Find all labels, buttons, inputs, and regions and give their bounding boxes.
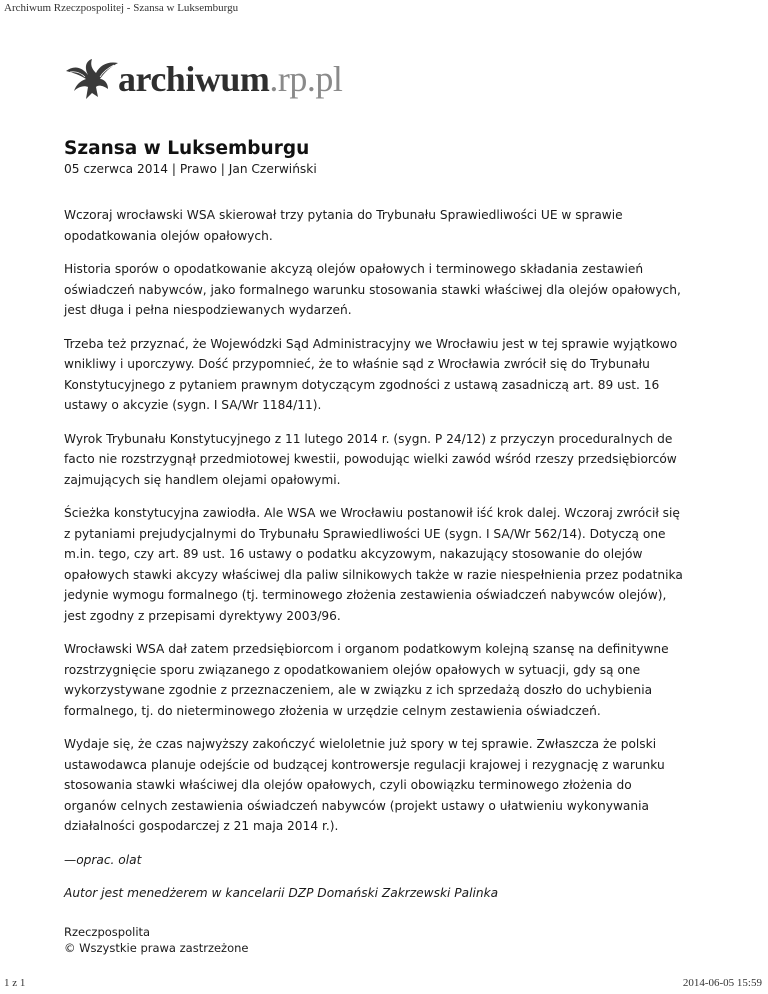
article-paragraph: Wydaje się, że czas najwyższy zakończyć wieloletnie już spory w tej sprawie. Zwłaszcza że polski ustawodawca planuje odejście od budzącej kontrowersje regulacji krajowej i rezygnację z warunku stosowania stawki właściwej dla olejów opałowych, czyli obowiązku terminowego złożenia do organów celnych zestawienia oświadczeń nabywców (projekt ustawy o ułatwieniu wykonywania działalności gospodarczej z 21 maja 2014 r.). [64, 737, 665, 833]
article-meta: 05 czerwca 2014 | Prawo | Jan Czerwiński [64, 162, 317, 176]
print-header-title: Archiwum Rzeczpospolitej - Szansa w Luksemburgu [4, 2, 239, 14]
article [64, 138, 684, 956]
copyright-notice: © Wszystkie prawa zastrzeżone [64, 940, 249, 955]
print-timestamp: 2014-06-05 15:59 [682, 977, 762, 989]
article-paragraph: Wyrok Trybunału Konstytucyjnego z 11 lutego 2014 r. (sygn. P 24/12) z przyczyn proceduralnych de facto nie rozstrzygnął przedmiotowej kwestii, powodując wielki zawód wśród rzeszy przedsiębiorców zajmujących się handlem olejami opałowymi. [64, 431, 677, 487]
eagle-icon [64, 57, 120, 101]
logo-text-main: archiwum [118, 59, 270, 99]
article-paragraph: Wrocławski WSA dał zatem przedsiębiorcom i organom podatkowym kolejną szansę na definitywne rozstrzygnięcie sporu związanego z opodatkowaniem olejów opałowych w sytuacji, gdy są one wykorzystywane zgodnie z przeznaczeniem, ale w związku z ich sprzedażą doszło do uchybienia formalnego, tj. do nieterminowego złożenia w urzędzie celnym zestawienia oświadczeń. [64, 642, 669, 718]
author-note: Autor jest menedżerem w kancelarii DZP Domański Zakrzewski Palinka [64, 886, 499, 900]
article-signature: —oprac. olat [64, 852, 142, 867]
logo-wordmark [118, 61, 342, 97]
article-title: Szansa w Luksemburgu [64, 138, 310, 159]
print-page-counter: 1 z 1 [4, 977, 26, 989]
logo-text-domain: .rp.pl [269, 59, 343, 99]
article-paragraph: Ścieżka konstytucyjna zawiodła. Ale WSA we Wrocławiu postanowił iść krok dalej. Wczoraj zwrócił się z pytaniami prejudycjalnymi do Trybunału Sprawiedliwości UE (sygn. I SA/Wr 562/14). Dotyczą one m.in. tego, czy art. 89 ust. 16 ustawy o podatku akcyzowym, nakazujący stosowanie do olejów opałowych stawki akcyzy właściwej dla paliw silnikowych także w razie niespełnienia przez podatnika jedynie wymogu formalnego (tj. terminowego złożenia zestawienia oświadczeń nabywców olejów), jest zgodny z przepisami dyrektywy 2003/96. [64, 506, 683, 623]
article-paragraph: Trzeba też przyznać, że Wojewódzki Sąd Administracyjny we Wrocławiu jest w tej sprawie wyjątkowo wnikliwy i uporczywy. Dość przypomnieć, że to właśnie sąd z Wrocławia zwrócił się do Trybunału Konstytucyjnego z pytaniem prawnym dotyczącym zgodności z ustawą zasadniczą art. 89 ust. 16 ustawy o akcyzie (sygn. I SA/Wr 1184/11). [64, 336, 678, 412]
site-logo[interactable] [64, 56, 344, 102]
article-footer [64, 924, 684, 956]
article-body [64, 205, 684, 904]
article-paragraph: Historia sporów o opodatkowanie akcyzą olejów opałowych i terminowego składania zestawień oświadczeń nabywców, jako formalnego warunku stosowania stawki właściwej dla olejów opałowych, jest długa i pełna niespodziewanych wydarzeń. [64, 262, 681, 317]
publisher-name: Rzeczpospolita [64, 924, 151, 939]
article-paragraph: Wczoraj wrocławski WSA skierował trzy pytania do Trybunału Sprawiedliwości UE w sprawie opodatkowania olejów opałowych. [64, 208, 623, 243]
